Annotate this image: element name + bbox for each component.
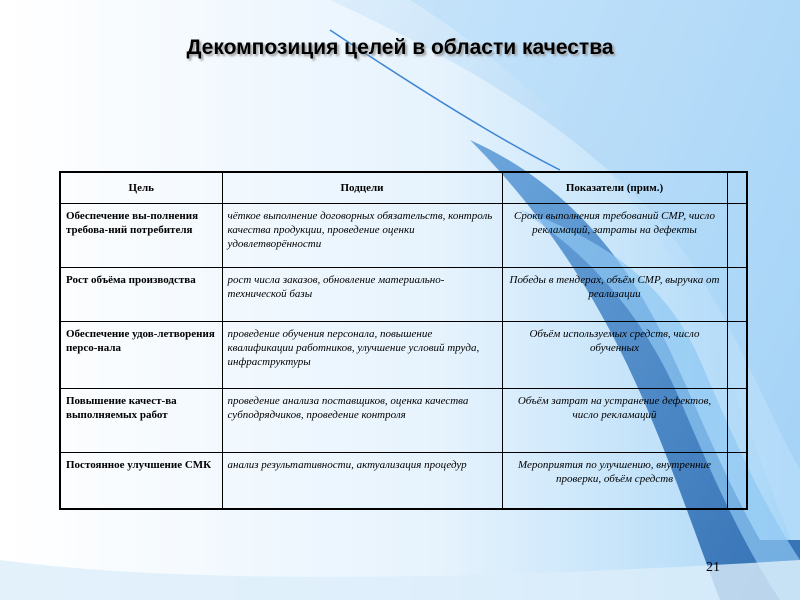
indicators-cell: Мероприятия по улучшению, внутренние проверки, объём средств (502, 453, 727, 510)
table-row (60, 268, 747, 322)
page-number: 21 (706, 560, 720, 575)
indicators-cell: Сроки выполнения требований СМР, число рекламаций, затраты на дефекты (502, 204, 727, 268)
header-indicators: Показатели (прим.) (502, 172, 727, 204)
header-empty (727, 172, 747, 204)
goals-table-container (59, 171, 748, 510)
empty-cell (727, 453, 747, 510)
table-row (60, 204, 747, 268)
goal-cell: Повышение качест-ва выполняемых работ (60, 389, 222, 453)
indicators-cell: Победы в тендерах, объём СМР, выручка от реализации (502, 268, 727, 322)
goal-cell: Постоянное улучшение СМК (60, 453, 222, 510)
table-row (60, 453, 747, 510)
empty-cell (727, 204, 747, 268)
empty-cell (727, 389, 747, 453)
subgoals-cell: чёткое выполнение договорных обязательств, контроль качества продукции, проведение оценки удовлетворённости (222, 204, 502, 268)
indicators-cell: Объём затрат на устранение дефектов, число рекламаций (502, 389, 727, 453)
goals-table (59, 171, 748, 510)
subgoals-cell: проведение анализа поставщиков, оценка качества субподрядчиков, проведение контроля (222, 389, 502, 453)
empty-cell (727, 322, 747, 389)
goal-cell: Рост объёма производства (60, 268, 222, 322)
table-header-row (60, 172, 747, 204)
indicators-cell: Объём используемых средств, число обученных (502, 322, 727, 389)
header-subgoals: Подцели (222, 172, 502, 204)
goal-cell: Обеспечение вы-полнения требова-ний потребителя (60, 204, 222, 268)
subgoals-cell: проведение обучения персонала, повышение квалификации работников, улучшение условий труда, инфраструктуры (222, 322, 502, 389)
table-row (60, 322, 747, 389)
subgoals-cell: анализ результативности, актуализация процедур (222, 453, 502, 510)
empty-cell (727, 268, 747, 322)
subgoals-cell: рост числа заказов, обновление материально-технической базы (222, 268, 502, 322)
goal-cell: Обеспечение удов-летворения персо-нала (60, 322, 222, 389)
header-goal: Цель (60, 172, 222, 204)
table-row (60, 389, 747, 453)
page-title: Декомпозиция целей в области качества (186, 36, 614, 59)
